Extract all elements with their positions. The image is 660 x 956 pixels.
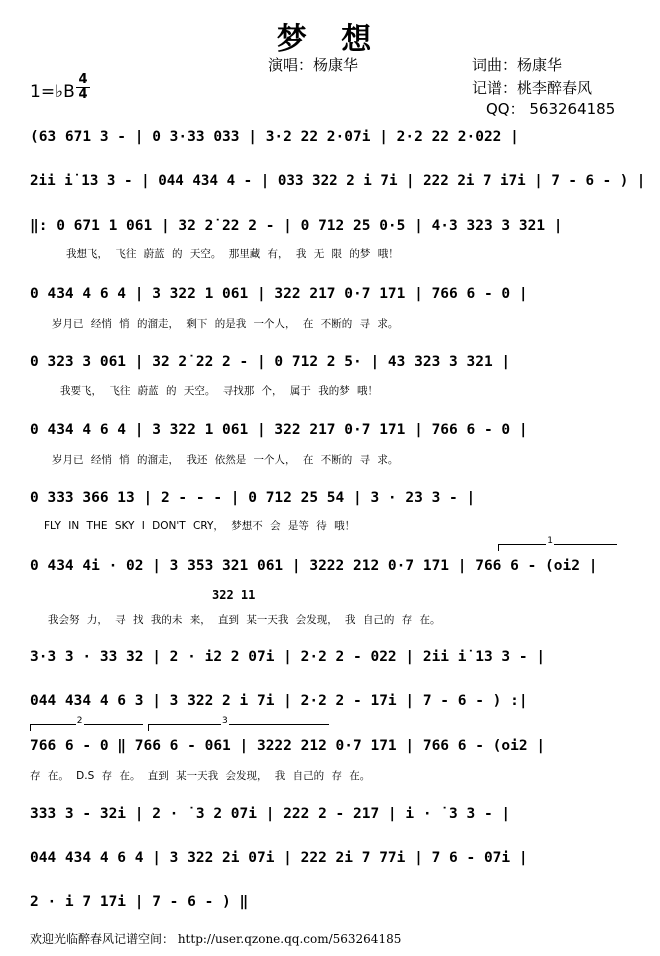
time-signature-top: 4	[78, 72, 88, 87]
alt-note-fragment: 322 11	[212, 588, 256, 602]
score-line-10: 044 434 4 6 3 | 3 322 2 i 7i | 2·2 2 - 17i | 7 - 6 - ) :|	[30, 693, 528, 709]
volta-bracket-3: 3	[148, 724, 329, 731]
score-line-12: 333 3 - 32i | 2 · ˙3 2 07i | 222 2 - 217 | i · ˙3 3 - |	[30, 806, 511, 822]
lyrics-line-4: 岁月已 经悄 悄 的溜走， 剩下 的是我 一个人， 在 不断的 寻 求。	[52, 318, 399, 330]
score-line-9: 3·3 3 · 33 32 | 2 · i2 2 07i | 2·2 2 - 022 | 2ii i˙13 3 - |	[30, 649, 546, 665]
transcriber-credit: 记谱：桃李醉春风	[472, 79, 593, 97]
lyrics-line-3: 我想飞， 飞往 蔚蓝 的 天空。 那里藏 有， 我 无 限 的梦 哦！	[66, 248, 399, 260]
composer-credit: 词曲：杨康华	[472, 56, 563, 74]
footer-link-text: 欢迎光临醉春风记谱空间： http://user.qzone.qq.com/563264185	[30, 932, 402, 946]
score-line-3: ‖: 0 671 1 061 | 32 2˙22 2 - | 0 712 25 0·5 | 4·3 323 3 321 |	[30, 218, 563, 234]
score-line-7: 0 333 366 13 | 2 - - - | 0 712 25 54 | 3 · 23 3 - |	[30, 490, 476, 506]
qq-contact: QQ： 563264185	[486, 100, 616, 118]
volta-bracket-1: 1	[498, 544, 617, 551]
lyrics-line-6: 岁月已 经悄 悄 的溜走， 我还 依然是 一个人， 在 不断的 寻 求。	[52, 454, 399, 466]
score-line-1: (63 671 3 - | 0 3·33 033 | 3·2 22 2·07i | 2·2 22 2·022 |	[30, 129, 519, 145]
score-line-8: 0 434 4i · 02 | 3 353 321 061 | 3222 212 0·7 171 | 766 6 - (oi2 |	[30, 558, 598, 574]
time-signature	[76, 73, 90, 102]
score-line-14: 2 · i 7 17i | 7 - 6 - ) ‖	[30, 894, 249, 910]
lyrics-line-7: FLY IN THE SKY I DON'T CRY， 梦想不 会 是等 待 哦！	[44, 520, 356, 532]
score-line-5: 0 323 3 061 | 32 2˙22 2 - | 0 712 2 5· | 43 323 3 321 |	[30, 354, 511, 370]
time-signature-bottom: 4	[76, 87, 90, 102]
score-line-2: 2ii i˙13 3 - | 044 434 4 - | 033 322 2 i 7i | 222 2i 7 i7i | 7 - 6 - ) |	[30, 173, 646, 189]
performer-credit: 演唱：杨康华	[268, 56, 359, 74]
key-signature: 1=♭B	[30, 82, 75, 102]
lyrics-line-8: 我会努 力， 寻 找 我的未 来， 直到 某一天我 会发现， 我 自己的 存 在。	[48, 614, 441, 626]
score-line-4: 0 434 4 6 4 | 3 322 1 061 | 322 217 0·7 171 | 766 6 - 0 |	[30, 286, 528, 302]
volta-bracket-2: 2	[30, 724, 143, 731]
score-line-11: 766 6 - 0 ‖ 766 6 - 061 | 3222 212 0·7 171 | 766 6 - (oi2 |	[30, 738, 546, 754]
lyrics-line-5: 我要飞， 飞往 蔚蓝 的 天空。 寻找那 个， 属于 我的梦 哦！	[60, 385, 379, 397]
score-line-6: 0 434 4 6 4 | 3 322 1 061 | 322 217 0·7 171 | 766 6 - 0 |	[30, 422, 528, 438]
lyrics-line-11: 存 在。 D.S 存 在。 直到 某一天我 会发现， 我 自己的 存 在。	[30, 770, 371, 782]
score-line-13: 044 434 4 6 4 | 3 322 2i 07i | 222 2i 7 77i | 7 6 - 07i |	[30, 850, 528, 866]
song-title: 梦 想	[276, 22, 384, 57]
